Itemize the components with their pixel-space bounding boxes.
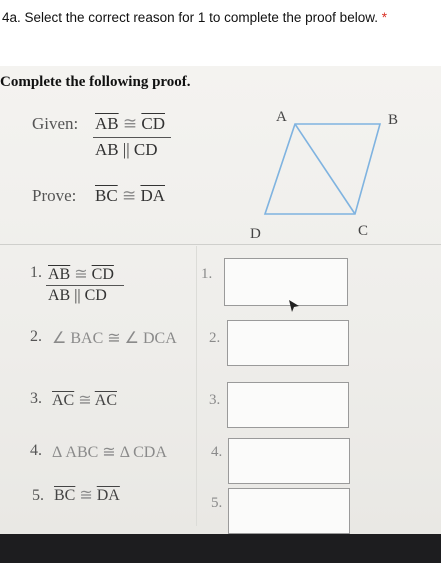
given-segment-ab: $\overline{AB}$ [95, 114, 119, 133]
question-prompt [2, 10, 439, 25]
step-1-number: 1. [30, 264, 42, 281]
given-segment-cd: $\overline{CD}$ [141, 114, 165, 133]
reason-3-number: 3. [209, 392, 221, 408]
step-1-segment-cd: $\overline{CD}$ [91, 266, 114, 283]
proof-heading: Complete the following proof. [0, 74, 191, 90]
step-4-statement: Δ ABC ≅ Δ CDA [52, 444, 167, 461]
reason-4-number: 4. [211, 444, 223, 460]
parallelogram-shape [265, 124, 380, 214]
step-3-congruent-symbol: ≅ [78, 392, 92, 409]
given-congruent-symbol: ≅ [122, 114, 138, 133]
diagonal-ac [295, 124, 355, 214]
reason-1-number: 1. [201, 266, 213, 282]
bottom-dark-bar [0, 534, 441, 563]
required-asterisk: * [381, 10, 387, 25]
step-5-statement [54, 485, 120, 505]
prove-label: Prove: [32, 186, 77, 205]
parallelogram-diagram [240, 104, 420, 244]
given-fraction-line [93, 137, 171, 138]
step-5-number: 5. [32, 487, 44, 504]
prove-segment-da: $\overline{DA}$ [140, 186, 165, 205]
proof-divider [0, 244, 441, 245]
step-1-parallel-statement: AB || CD [48, 287, 107, 304]
step-5-segment-bc: $\overline{BC}$ [54, 487, 76, 504]
prove-segment-bc: $\overline{BC}$ [95, 186, 118, 205]
step-3-statement [52, 390, 117, 410]
step-5-segment-da: $\overline{DA}$ [96, 487, 120, 504]
given-label: Given: [32, 114, 79, 133]
vertex-label-b: B [388, 112, 399, 128]
step-3-number: 3. [30, 390, 42, 407]
step-5-congruent-symbol: ≅ [79, 487, 93, 504]
step-1-statement [48, 264, 114, 284]
prove-congruent-symbol: ≅ [121, 186, 137, 205]
question-text: 4a. Select the correct reason for 1 to complete the proof below. [2, 10, 378, 25]
step-1-segment-ab: $\overline{AB}$ [48, 266, 71, 283]
reason-5-answer-box[interactable] [228, 488, 350, 534]
mouse-cursor-icon [286, 298, 302, 314]
reason-2-number: 2. [209, 330, 221, 346]
vertex-label-a: A [276, 109, 287, 125]
vertex-label-c: C [358, 223, 369, 239]
given-statement [95, 114, 165, 134]
step-1-fraction-line [46, 285, 124, 286]
reason-4-answer-box[interactable] [228, 438, 350, 484]
step-2-statement: ∠ BAC ≅ ∠ DCA [52, 330, 177, 347]
step-4-number: 4. [30, 442, 42, 459]
reason-3-answer-box[interactable] [227, 382, 349, 428]
reason-5-number: 5. [211, 495, 223, 511]
prove-statement [95, 186, 165, 206]
step-1-congruent-symbol: ≅ [74, 266, 88, 283]
vertex-label-d: D [250, 226, 261, 242]
step-2-number: 2. [30, 328, 42, 345]
step-3-segment-ac-2: $\overline{AC}$ [94, 392, 117, 409]
reason-2-answer-box[interactable] [227, 320, 349, 366]
step-3-segment-ac: $\overline{AC}$ [52, 392, 75, 409]
given-parallel-statement: AB || CD [95, 140, 158, 159]
column-divider [196, 246, 197, 526]
